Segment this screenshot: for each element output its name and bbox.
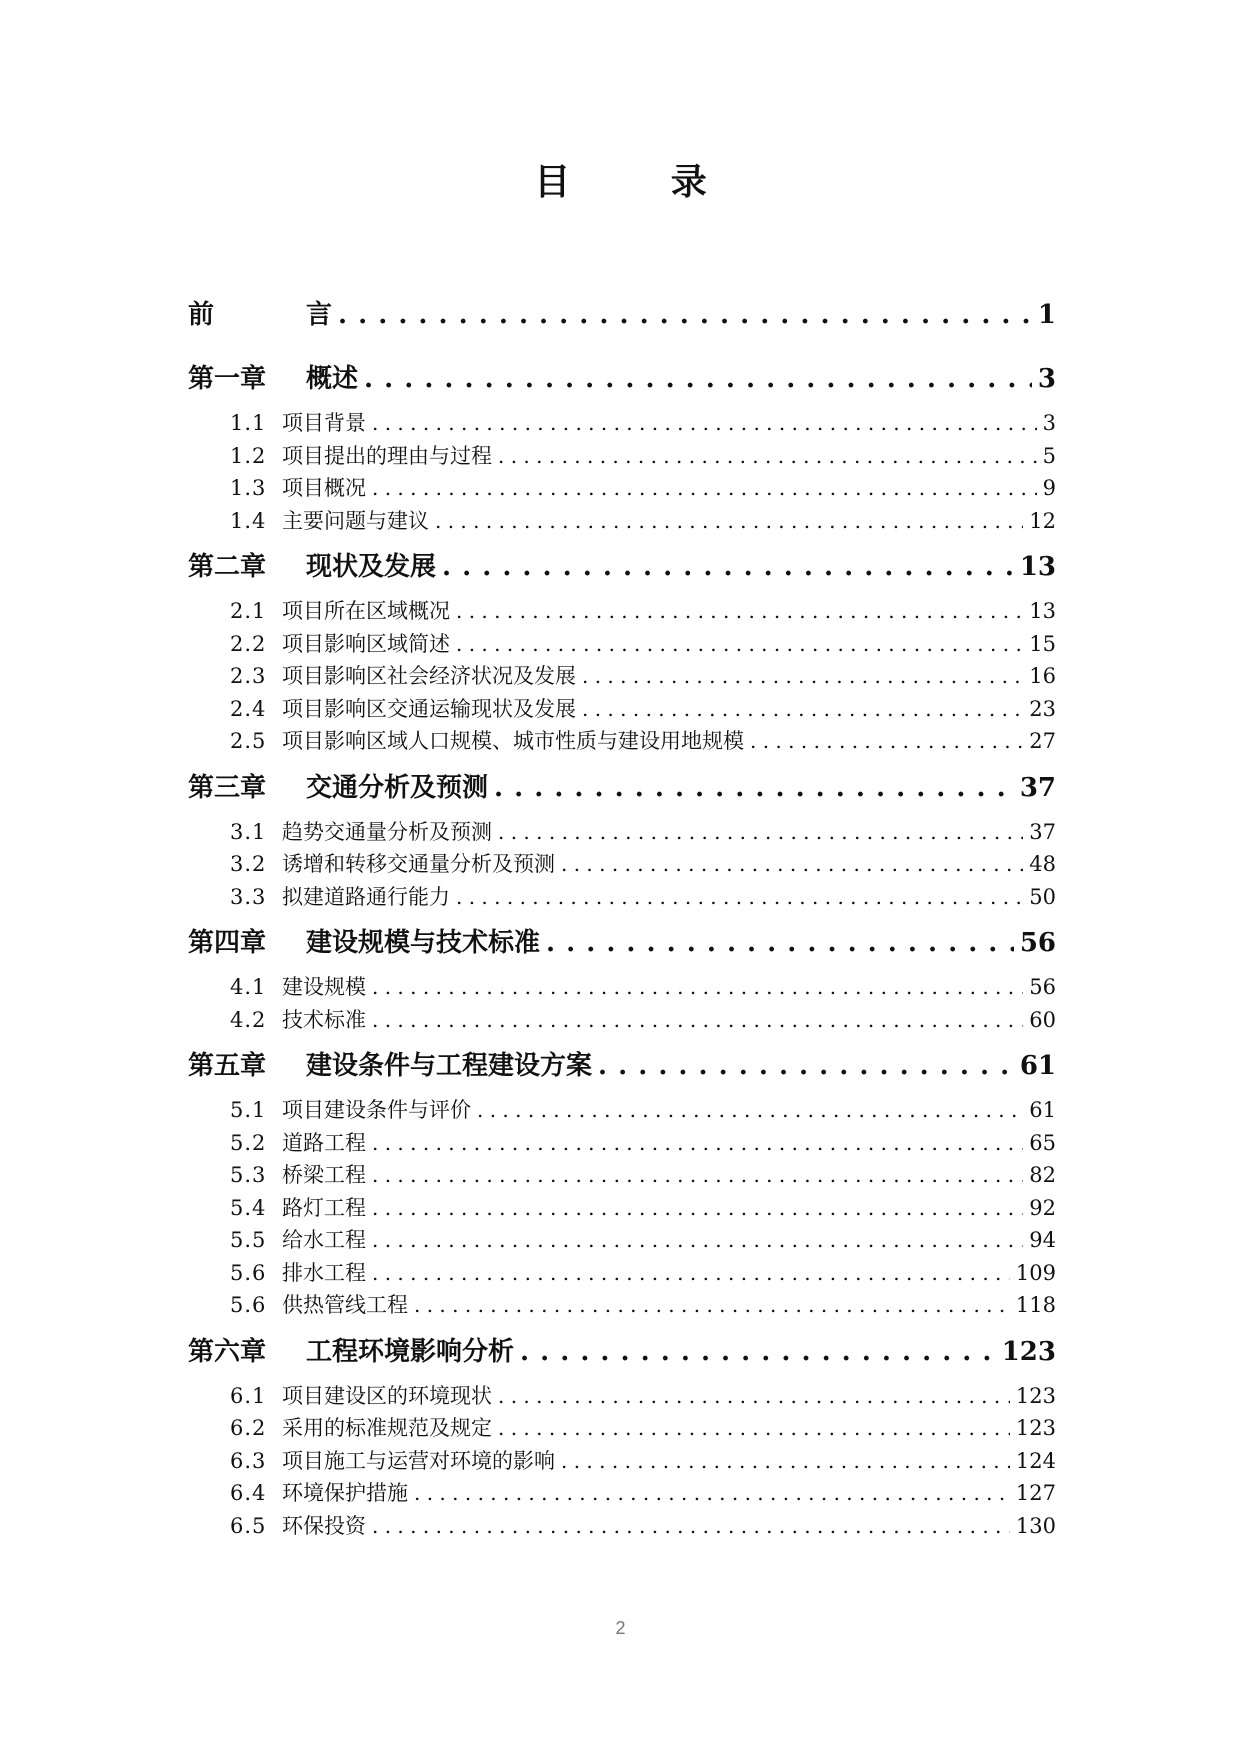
dot-leader	[498, 1412, 1010, 1445]
dot-leader	[598, 1046, 1014, 1086]
toc-section-entry[interactable]	[188, 848, 1056, 881]
toc-section-entry[interactable]	[188, 595, 1056, 628]
section-title: 项目施工与运营对环境的影响	[282, 1448, 555, 1473]
chapter-title: 建设规模与技术标准	[306, 928, 541, 958]
toc-section-entry[interactable]	[188, 407, 1056, 440]
chapter-number: 第五章	[188, 1051, 267, 1081]
toc-section-entry[interactable]	[188, 628, 1056, 661]
page-number-ref: 124	[1015, 1448, 1056, 1473]
section-number: 2.5	[230, 729, 267, 753]
section-title: 主要问题与建议	[282, 508, 429, 533]
dot-leader	[372, 1127, 1023, 1160]
page-number-ref: 37	[1029, 819, 1056, 844]
section-number: 4.2	[230, 1007, 267, 1032]
page-number-ref: 94	[1029, 1228, 1056, 1252]
toc-section-entry[interactable]	[188, 1380, 1056, 1413]
section-number: 3.2	[230, 852, 267, 876]
toc-section-entry[interactable]	[188, 1412, 1056, 1445]
page-number-ref: 123	[1015, 1416, 1056, 1440]
toc-chapter-entry[interactable]	[188, 923, 1056, 963]
toc-chapter-entry[interactable]	[188, 295, 1056, 335]
page-number-ref: 127	[1015, 1481, 1056, 1505]
section-number: 2.3	[230, 664, 267, 688]
page-number-ref: 60	[1029, 1007, 1056, 1032]
page-number-ref: 56	[1029, 975, 1056, 999]
page-number-ref: 37	[1019, 772, 1056, 803]
section-number: 6.4	[230, 1481, 267, 1505]
section-title: 项目建设条件与评价	[282, 1098, 471, 1122]
toc-section-entry[interactable]	[188, 1004, 1056, 1037]
section-title: 项目影响区域简述	[282, 631, 450, 656]
dot-leader	[435, 505, 1023, 538]
page-number-ref: 9	[1042, 476, 1056, 500]
section-title: 项目影响区交通运输现状及发展	[282, 696, 576, 721]
chapter-title: 建设条件与工程建设方案	[306, 1051, 593, 1081]
section-number: 5.3	[230, 1163, 267, 1187]
section-number: 6.3	[230, 1448, 267, 1473]
section-title: 环保投资	[282, 1513, 366, 1538]
dot-leader	[414, 1477, 1010, 1510]
dot-leader	[414, 1289, 1010, 1322]
toc-section-entry[interactable]	[188, 725, 1056, 758]
page-number-ref: 56	[1019, 928, 1056, 958]
section-number: 1.1	[230, 411, 267, 435]
dot-leader	[582, 660, 1023, 693]
section-title: 技术标准	[282, 1007, 366, 1032]
dot-leader	[372, 1510, 1010, 1543]
section-title: 项目影响区社会经济状况及发展	[282, 664, 576, 688]
toc-section-entry[interactable]	[188, 1159, 1056, 1192]
toc-section-entry[interactable]	[188, 816, 1056, 849]
section-number: 1.3	[230, 476, 267, 500]
section-title: 项目所在区域概况	[282, 599, 450, 623]
page-number-ref: 1	[1037, 300, 1056, 330]
page-number-ref: 92	[1029, 1195, 1056, 1220]
toc-section-entry[interactable]	[188, 660, 1056, 693]
page-number-ref: 61	[1019, 1051, 1056, 1081]
dot-leader	[456, 881, 1023, 914]
section-title: 诱增和转移交通量分析及预测	[282, 852, 555, 876]
section-number: 5.4	[230, 1195, 267, 1220]
section-title: 供热管线工程	[282, 1293, 408, 1317]
section-number: 1.2	[230, 443, 267, 468]
toc-section-entry[interactable]	[188, 693, 1056, 726]
dot-leader	[494, 768, 1014, 808]
toc-section-entry[interactable]	[188, 1510, 1056, 1543]
toc-section-entry[interactable]	[188, 440, 1056, 473]
dot-leader	[561, 848, 1023, 881]
section-title: 排水工程	[282, 1260, 366, 1285]
chapter-number: 第二章	[188, 552, 267, 582]
table-of-contents	[188, 295, 1056, 1542]
dot-leader	[456, 628, 1023, 661]
toc-section-entry[interactable]	[188, 1289, 1056, 1322]
chapter-number: 第一章	[188, 364, 267, 394]
section-number: 2.4	[230, 696, 267, 721]
page-number-ref: 12	[1029, 508, 1056, 533]
dot-leader	[498, 816, 1023, 849]
page-number-ref: 16	[1029, 664, 1056, 688]
page-number-ref: 15	[1029, 631, 1056, 656]
page-number-ref: 3	[1037, 364, 1056, 394]
page-number-ref: 109	[1015, 1260, 1056, 1285]
page-number-ref: 118	[1015, 1293, 1056, 1317]
toc-section-entry[interactable]	[188, 472, 1056, 505]
page-number-ref: 5	[1042, 443, 1056, 468]
section-title: 项目影响区域人口规模、城市性质与建设用地规模	[282, 729, 744, 753]
chapter-title: 言	[306, 300, 333, 330]
dot-leader	[582, 693, 1023, 726]
page-number-ref: 23	[1029, 696, 1056, 721]
page-number-ref: 61	[1029, 1098, 1056, 1122]
page-number-ref: 13	[1029, 599, 1056, 623]
page-number-ref: 13	[1019, 552, 1056, 582]
section-number: 3.1	[230, 819, 267, 844]
section-title: 建设规模	[282, 975, 366, 999]
section-number: 5.6	[230, 1260, 267, 1285]
dot-leader	[750, 725, 1023, 758]
section-number: 5.5	[230, 1228, 267, 1252]
toc-section-entry[interactable]	[188, 1192, 1056, 1225]
dot-leader	[546, 923, 1014, 963]
section-title: 给水工程	[282, 1228, 366, 1252]
section-title: 道路工程	[282, 1130, 366, 1155]
section-title: 项目背景	[282, 411, 366, 435]
chapter-number: 第六章	[188, 1336, 267, 1367]
page-number-ref: 65	[1029, 1130, 1056, 1155]
section-title: 项目建设区的环境现状	[282, 1383, 492, 1408]
chapter-title: 工程环境影响分析	[306, 1336, 515, 1367]
page-number-ref: 48	[1029, 852, 1056, 876]
page-number-ref: 50	[1029, 884, 1056, 909]
dot-leader	[372, 472, 1037, 505]
dot-leader	[477, 1094, 1023, 1127]
dot-leader	[364, 359, 1032, 399]
dot-leader	[498, 440, 1037, 473]
toc-section-entry[interactable]	[188, 881, 1056, 914]
toc-section-entry[interactable]	[188, 505, 1056, 538]
dot-leader	[561, 1445, 1010, 1478]
dot-leader	[372, 1159, 1023, 1192]
section-number: 2.1	[230, 599, 267, 623]
chapter-title: 现状及发展	[306, 552, 437, 582]
section-number: 5.6	[230, 1293, 267, 1317]
section-title: 采用的标准规范及规定	[282, 1416, 492, 1440]
toc-chapter-entry[interactable]	[188, 768, 1056, 808]
section-title: 项目提出的理由与过程	[282, 443, 492, 468]
dot-leader	[372, 1004, 1023, 1037]
page-number-ref: 27	[1029, 729, 1056, 753]
toc-section-entry[interactable]	[188, 1224, 1056, 1257]
toc-chapter-entry[interactable]	[188, 1332, 1056, 1372]
dot-leader	[456, 595, 1023, 628]
toc-section-entry[interactable]	[188, 1257, 1056, 1290]
chapter-number: 第三章	[188, 772, 267, 803]
section-number: 6.5	[230, 1513, 267, 1538]
dot-leader	[372, 971, 1023, 1004]
toc-section-entry[interactable]	[188, 1445, 1056, 1478]
dot-leader	[498, 1380, 1010, 1413]
toc-section-entry[interactable]	[188, 971, 1056, 1004]
dot-leader	[520, 1332, 996, 1372]
section-number: 2.2	[230, 631, 267, 656]
dot-leader	[372, 407, 1037, 440]
dot-leader	[372, 1257, 1010, 1290]
chapter-number: 前	[188, 300, 215, 330]
section-title: 环境保护措施	[282, 1481, 408, 1505]
section-number: 3.3	[230, 884, 267, 909]
dot-leader	[372, 1192, 1023, 1225]
section-number: 6.1	[230, 1383, 267, 1408]
toc-section-entry[interactable]	[188, 1477, 1056, 1510]
toc-chapter-entry[interactable]	[188, 547, 1056, 587]
section-title: 路灯工程	[282, 1195, 366, 1220]
section-number: 6.2	[230, 1416, 267, 1440]
page-number-ref: 123	[1015, 1383, 1056, 1408]
page-title: 目 录	[534, 161, 751, 203]
page-number: 2	[615, 1618, 626, 1638]
page-number-ref: 130	[1015, 1513, 1056, 1538]
section-number: 5.2	[230, 1130, 267, 1155]
toc-section-entry[interactable]	[188, 1094, 1056, 1127]
dot-leader	[442, 547, 1014, 587]
dot-leader	[338, 295, 1032, 335]
section-title: 趋势交通量分析及预测	[282, 819, 492, 844]
chapter-title: 交通分析及预测	[306, 772, 489, 803]
section-title: 桥梁工程	[282, 1163, 366, 1187]
chapter-title: 概述	[306, 364, 359, 394]
section-number: 5.1	[230, 1098, 267, 1122]
page-number-ref: 82	[1029, 1163, 1056, 1187]
chapter-number: 第四章	[188, 928, 267, 958]
section-title: 项目概况	[282, 476, 366, 500]
toc-chapter-entry[interactable]	[188, 1046, 1056, 1086]
toc-chapter-entry[interactable]	[188, 359, 1056, 399]
page-number-ref: 123	[1001, 1336, 1056, 1367]
dot-leader	[372, 1224, 1023, 1257]
section-number: 4.1	[230, 975, 267, 999]
toc-section-entry[interactable]	[188, 1127, 1056, 1160]
section-title: 拟建道路通行能力	[282, 884, 450, 909]
section-number: 1.4	[230, 508, 267, 533]
page-number-ref: 3	[1042, 411, 1056, 435]
